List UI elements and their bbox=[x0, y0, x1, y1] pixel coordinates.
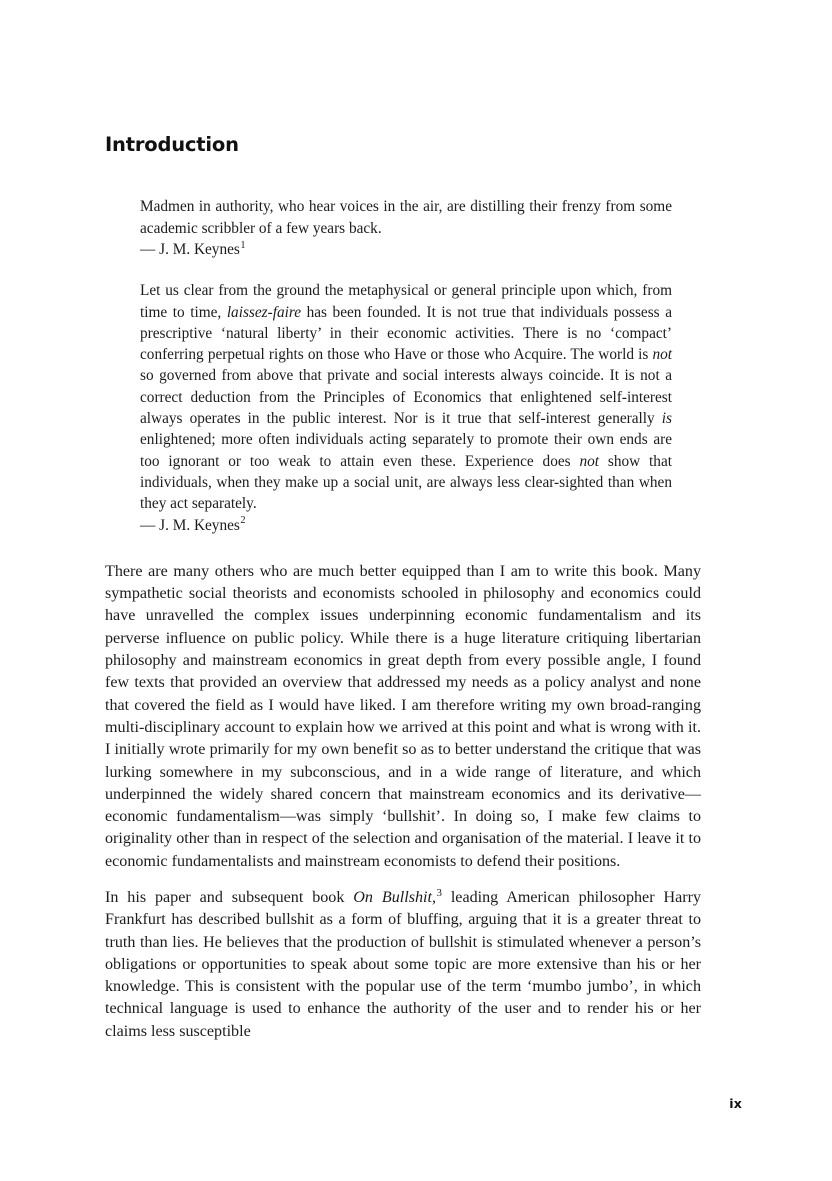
paragraph-segment-2: leading American philosopher Harry Frankfurt has described bullshit as a form of bluffing, arguing that it is a greater threat to truth than lies. He believes that the production of bullshit is stimulated whenever a person’s obligations or opportunities to speak about some topic are more extensive than his or her knowledge. This is consistent with the popular use of the term ‘mumbo jumbo’, in which technical language is used to enhance the authority of the user and to render his or her claims less susceptible bbox=[105, 889, 701, 1040]
paragraph-segment-1: In his paper and subsequent book bbox=[105, 889, 354, 906]
epigraph-keynes-1 bbox=[140, 196, 672, 260]
page-title: Introduction bbox=[105, 133, 239, 156]
epigraph-italic-not-1: not bbox=[652, 346, 672, 364]
attribution-name: — J. M. Keynes bbox=[140, 240, 240, 258]
epigraph-segment-1: Let us clear from the ground the metaphysical or general principle upon which, from time to time, bbox=[140, 282, 672, 321]
epigraph-italic-is: is bbox=[661, 410, 672, 428]
epigraph-segment-3: so governed from above that private and social interests always coincide. It is not a correct deduction from the Principles of Economics that enlightened self-interest always operates in the public interest. Nor is it true that self-interest generally bbox=[140, 367, 672, 428]
body-paragraph-1: There are many others who are much better equipped than I am to write this book. Many sympathetic social theorists and economists schooled in philosophy and economics could have unravelled the complex issues underpinning economic fundamentalism and its perverse influence on public policy. While there is a huge literature critiquing libertarian philosophy and mainstream economics in great depth from every possible angle, I found few texts that provided an overview that addressed my needs as a policy analyst and none that covered the field as I would have liked. I am therefore writing my own broad-ranging multi-disciplinary account to explain how we arrived at this point and what is wrong with it. I initially wrote primarily for my own benefit so as to better understand the critique that was lurking somewhere in my subconscious, and in a wide range of literature, and which underpinned the widely shared concern that mainstream economics and its derivative—economic fundamentalism—was simply ‘bullshit’. In doing so, I make few claims to originality other than in respect of the selection and organisation of the material. I leave it to economic fundamentalists and mainstream economists to defend their positions. bbox=[105, 562, 701, 870]
body-paragraph-2 bbox=[105, 887, 701, 1043]
epigraph-segment-4: enlightened; more often individuals acting separately to promote their own ends are too ignorant or too weak to attain even these. Experience does bbox=[140, 431, 672, 470]
epigraph-keynes-2 bbox=[140, 280, 672, 536]
page-number: ix bbox=[729, 1096, 742, 1111]
footnote-ref: 2 bbox=[240, 515, 246, 527]
epigraph-attribution bbox=[140, 515, 672, 536]
attribution-name: — J. M. Keynes bbox=[140, 516, 240, 534]
epigraph-text bbox=[140, 280, 672, 514]
epigraph-attribution bbox=[140, 239, 672, 260]
page-content bbox=[105, 133, 701, 1043]
epigraph-italic-not-2: not bbox=[579, 452, 600, 470]
footnote-ref: 3 bbox=[436, 886, 442, 899]
epigraph-text bbox=[140, 196, 672, 239]
epigraph-body: Madmen in authority, who hear voices in the air, are distilling their frenzy from some academic scribbler of a few years back. bbox=[140, 198, 672, 237]
epigraph-segment-2: has been founded. It is not true that individuals possess a prescriptive ‘natural liberty’ in their economic activities. There is no ‘compact’ conferring perpetual rights on those who Have or those who Acquire. The world is bbox=[140, 303, 672, 364]
footnote-ref: 1 bbox=[240, 239, 246, 251]
epigraph-segment-5: show that individuals, when they make up a social unit, are always less clear-sighted than when they act separately. bbox=[140, 452, 672, 513]
epigraph-italic-laissez-faire: laissez-faire bbox=[226, 303, 302, 321]
book-title-on-bullshit: On Bullshit, bbox=[353, 889, 436, 906]
